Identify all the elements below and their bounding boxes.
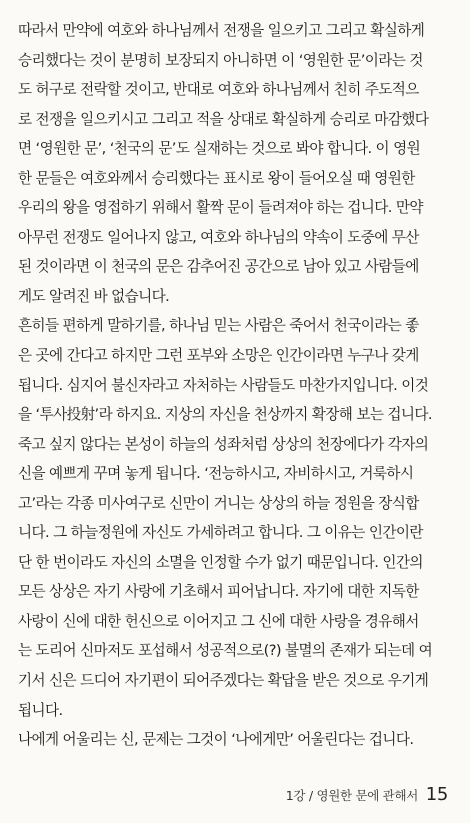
text-line: 게도 알려진 바 없습니다. xyxy=(18,287,170,305)
page-footer xyxy=(286,784,448,805)
running-head: 1강 / 영원한 문에 관해서 xyxy=(285,788,418,803)
text-line: 아무런 전쟁도 일어나지 않고, 여호와 하나님의 약속이 도중에 무산 xyxy=(18,228,419,246)
text-line: 은 곳에 간다고 하지만 그런 포부와 소망은 인간이라면 누구나 갖게 xyxy=(18,347,419,365)
text-line: 된 것이라면 이 천국의 문은 감추어진 공간으로 남아 있고 사람들에 xyxy=(18,258,419,276)
body-text xyxy=(18,16,458,755)
text-line: 흔히들 편하게 말하기를, 하나님 믿는 사람은 죽어서 천국이라는 좋 xyxy=(18,317,419,335)
text-line: 모든 상상은 자기 사랑에 기초해서 피어납니다. 자기에 대한 지독한 xyxy=(18,583,419,601)
text-line: 로 전쟁을 일으키시고 그리고 적을 상대로 확실하게 승리로 마감했다 xyxy=(18,110,429,128)
text-line: 니다. 그 하늘정원에 자신도 가세하려고 합니다. 그 이유는 인간이란 xyxy=(18,524,423,542)
text-line: 됩니다. 심지어 불신자라고 자처하는 사람들도 마찬가지입니다. 이것 xyxy=(18,376,429,394)
text-line: 고’라는 각종 미사여구로 신만이 거니는 상상의 하늘 정원을 장식합 xyxy=(18,494,419,512)
text-line: 나에게 어울리는 신, 문제는 그것이 ‘나에게만’ 어울린다는 겁니다. xyxy=(18,731,414,749)
text-line: 신을 예쁘게 꾸며 놓게 됩니다. ‘전능하시고, 자비하시고, 거룩하시 xyxy=(18,465,414,483)
page-number: 15 xyxy=(425,784,448,805)
text-line: 단 한 번이라도 자신의 소멸을 인정할 수가 없기 때문입니다. 인간의 xyxy=(18,553,423,571)
text-line: 우리의 왕을 영접하기 위해서 활짝 문이 들려져야 하는 겁니다. 만약 xyxy=(18,199,423,217)
text-line: 따라서 만약에 여호와 하나님께서 전쟁을 일으키고 그리고 확실하게 xyxy=(18,22,425,39)
text-line: 사랑이 신에 대한 헌신으로 이어지고 그 신에 대한 사랑을 경유해서 xyxy=(18,612,419,630)
text-line: 죽고 싶지 않다는 본성이 하늘의 성좌처럼 상상의 천장에다가 각자의 xyxy=(18,435,429,453)
text-line: 됩니다. xyxy=(18,701,63,719)
text-line: 한 문들은 여호와께서 승리했다는 표시로 왕이 들어오실 때 영원한 xyxy=(18,169,415,187)
text-line: 기서 신은 드디어 자기편이 되어주겠다는 확답을 받은 것으로 우기게 xyxy=(18,672,429,690)
text-line: 을 ‘투사投射’라 하지요. 지상의 자신을 천상까지 확장해 보는 겁니다. xyxy=(18,406,432,424)
text-line: 도 허구로 전락할 것이고, 반대로 여호와 하나님께서 친히 주도적으 xyxy=(18,81,419,99)
text-line: 승리했다는 것이 분명히 보장되지 아니하면 이 ‘영원한 문’이라는 것 xyxy=(18,51,423,69)
text-line: 는 도리어 신마저도 포섭해서 성공적으로(?) 불멸의 존재가 되는데 여 xyxy=(18,642,433,660)
text-line: 면 ‘영원한 문’, ‘천국의 문’도 실재하는 것으로 봐야 합니다. 이 영원 xyxy=(18,140,421,158)
